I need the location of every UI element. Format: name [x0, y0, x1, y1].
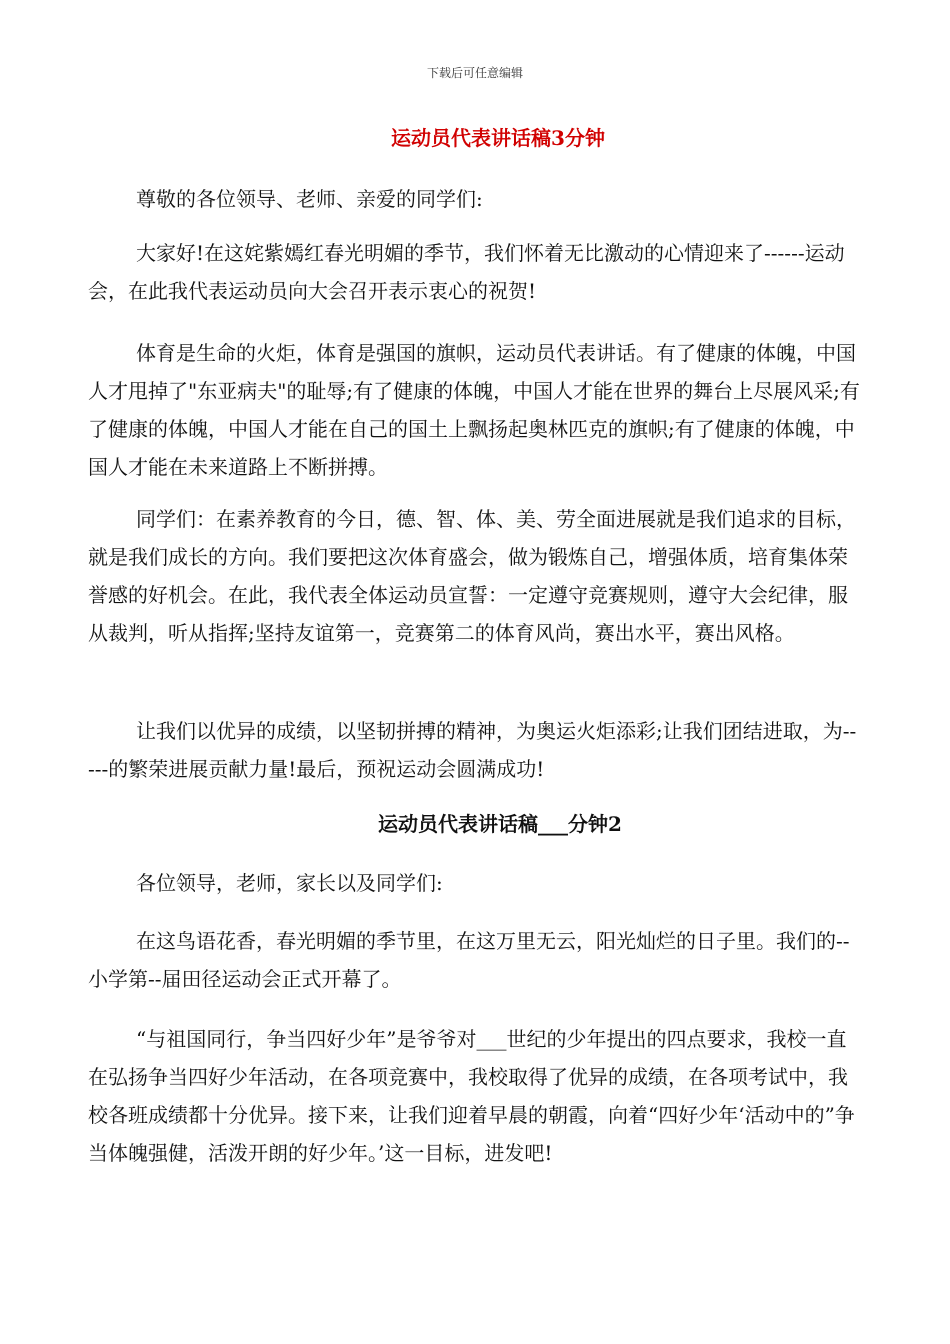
section2-salutation: 各位领导，老师，家长以及同学们:	[136, 871, 443, 895]
section1-paragraph-4: 让我们以优异的成绩，以坚韧拼搏的精神，为奥运火炬添彩;让我们团结进取，为-----的繁荣进展贡献力量!最后，预祝运动会圆满成功!	[88, 719, 857, 781]
section1-paragraph-3: 同学们：在素养教育的今日，德、智、体、美、劳全面进展就是我们追求的目标，就是我们成长的方向。我们要把这次体育盛会，做为锻炼自己，增强体质，培育集体荣誉感的好机会。在此，我代表全体运动员宣誓：一定遵守竞赛规则，遵守大会纪律，服从裁判，听从指挥;坚持友谊第一，竞赛第二的体育风尚，赛出水平，赛出风格。	[88, 507, 856, 645]
section1-title: 运动员代表讲话稿3分钟	[391, 126, 605, 150]
section2-paragraph-2: “与祖国同行，争当四好少年”是爷爷对___世纪的少年提出的四点要求，我校一直在弘扬争当四好少年活动，在各项竞赛中，我校取得了优异的成绩，在各项考试中，我校各班成绩都十分优异。接下来，让我们迎着早晨的朝霞，向着“四好少年‘活动中的”争当体魄强健，活泼开朗的好少年。’这一目标，进发吧!	[88, 1027, 855, 1165]
section1-paragraph-2: 体育是生命的火炬，体育是强国的旗帜，运动员代表讲话。有了健康的体魄，中国人才甩掉了"东亚病夫"的耻辱;有了健康的体魄，中国人才能在世界的舞台上尽展风采;有了健康的体魄，中国人才能在自己的国土上飘扬起奥林匹克的旗帜;有了健康的体魄，中国人才能在未来道路上不断拼搏。	[88, 341, 860, 479]
header-note: 下载后可任意编辑	[426, 66, 523, 80]
section1-salutation: 尊敬的各位领导、老师、亲爱的同学们:	[136, 187, 483, 211]
section2-paragraph-1: 在这鸟语花香，春光明媚的季节里，在这万里无云，阳光灿烂的日子里。我们的--小学第--届田径运动会正式开幕了。	[88, 929, 850, 991]
section2-title: 运动员代表讲话稿___分钟2	[378, 812, 622, 836]
section1-paragraph-1: 大家好!在这姹紫嫣红春光明媚的季节，我们怀着无比激动的心情迎来了------运动会，在此我代表运动员向大会召开表示衷心的祝贺!	[88, 241, 845, 303]
